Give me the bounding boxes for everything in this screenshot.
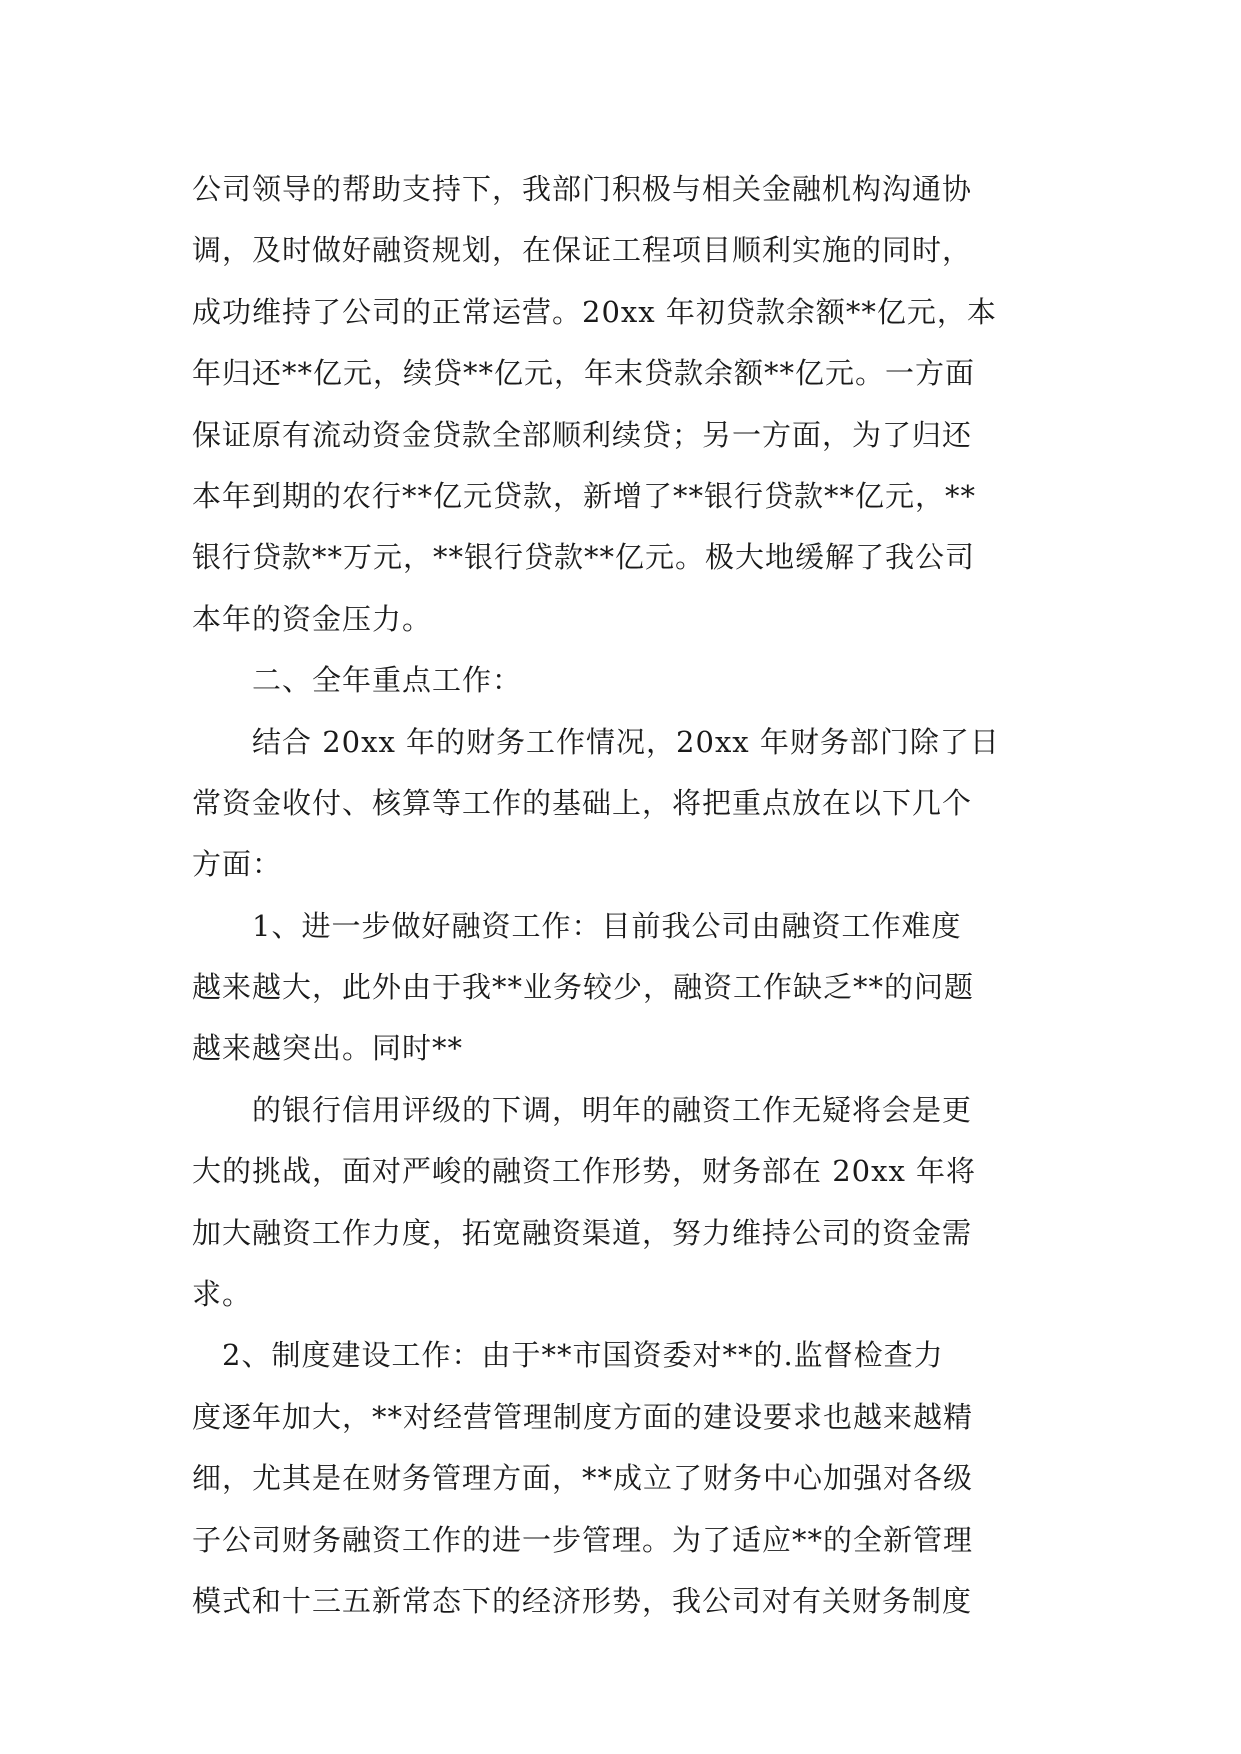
text-line: 年归还**亿元，续贷**亿元，年末贷款余额**亿元。一方面 xyxy=(192,356,976,391)
text-line: 加大融资工作力度，拓宽融资渠道，努力维持公司的资金需 xyxy=(192,1215,973,1250)
text-line: 调，及时做好融资规划，在保证工程项目顺利实施的同时， xyxy=(192,233,973,268)
text-line: 求。 xyxy=(192,1277,253,1312)
text-line: 越来越大，此外由于我**业务较少，融资工作缺乏**的问题 xyxy=(192,970,975,1005)
text-line: 模式和十三五新常态下的经济形势，我公司对有关财务制度 xyxy=(192,1583,973,1618)
text-line: 成功维持了公司的正常运营。20xx 年初贷款余额**亿元，本 xyxy=(192,294,997,329)
text-line: 本年到期的农行**亿元贷款，新增了**银行贷款**亿元，** xyxy=(192,478,977,513)
text-line: 常资金收付、核算等工作的基础上，将把重点放在以下几个 xyxy=(192,785,973,820)
text-line: 大的挑战，面对严峻的融资工作形势，财务部在 20xx 年将 xyxy=(192,1154,977,1189)
text-line: 越来越突出。同时** xyxy=(192,1031,464,1066)
text-line: 度逐年加大，**对经营管理制度方面的建设要求也越来越精 xyxy=(192,1399,974,1434)
text-line: 的银行信用评级的下调，明年的融资工作无疑将会是更 xyxy=(192,1092,973,1127)
section-heading: 二、全年重点工作： xyxy=(192,663,523,698)
text-line: 公司领导的帮助支持下，我部门积极与相关金融机构沟通协 xyxy=(192,172,973,206)
text-line: 细，尤其是在财务管理方面，**成立了财务中心加强对各级 xyxy=(192,1461,974,1496)
text-line: 保证原有流动资金贷款全部顺利续贷；另一方面，为了归还 xyxy=(192,417,973,452)
text-line: 1、进一步做好融资工作：目前我公司由融资工作难度 xyxy=(192,908,962,943)
text-line: 本年的资金压力。 xyxy=(192,601,433,636)
text-line: 银行贷款**万元，**银行贷款**亿元。极大地缓解了我公司 xyxy=(192,540,976,575)
text-line: 2、制度建设工作：由于**市国资委对**的.监督检查力 xyxy=(192,1338,944,1373)
text-line: 方面： xyxy=(192,847,283,882)
document-body xyxy=(192,159,1072,1632)
text-line: 结合 20xx 年的财务工作情况，20xx 年财务部门除了日 xyxy=(192,724,1000,759)
text-line: 子公司财务融资工作的进一步管理。为了适应**的全新管理 xyxy=(192,1522,974,1557)
